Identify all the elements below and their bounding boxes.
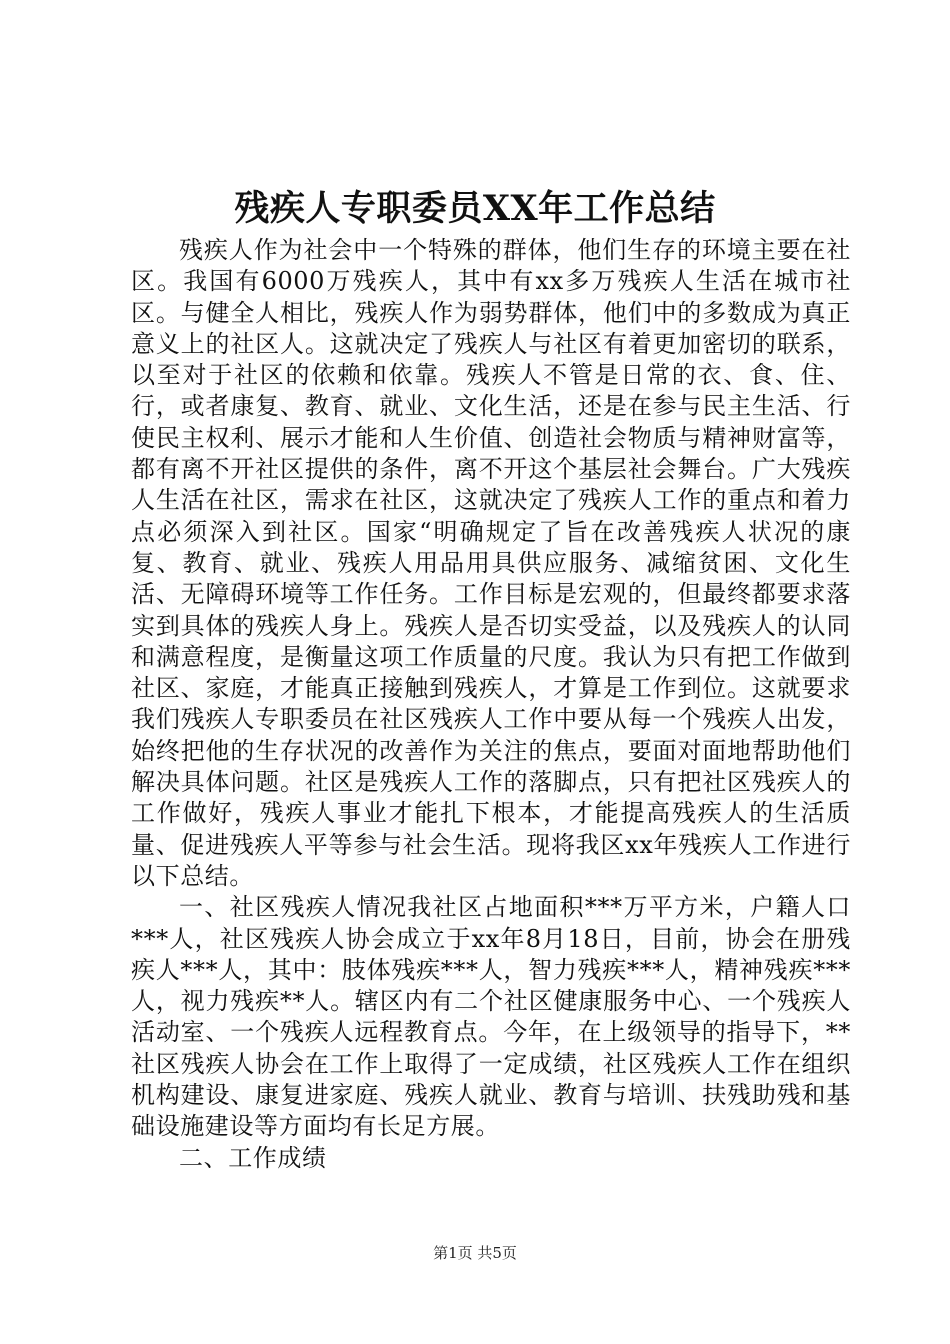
paragraph-section-one: 一、社区残疾人情况我社区占地面积***万平方米，户籍人口***人，社区残疾人协会成立于xx年8月18日，目前，协会在册残疾人***人，其中：肢体残疾***人，智力残疾***人，精神残疾***人，视力残疾**人。辖区内有二个社区健康服务中心、一个残疾人活动室、一个残疾人远程教育点。今年，在上级领导的指导下，**社区残疾人协会在工作上取得了一定成绩，社区残疾人工作在组织机构建设、康复进家庭、残疾人就业、教育与培训、扶残助残和基础设施建设等方面均有长足方展。 bbox=[131, 893, 851, 1141]
document-title: 残疾人专职委员XX年工作总结 bbox=[234, 188, 716, 229]
paragraph-intro: 残疾人作为社会中一个特殊的群体，他们生存的环境主要在社区。我国有6000万残疾人，其中有xx多万残疾人生活在城市社区。与健全人相比，残疾人作为弱势群体，他们中的多数成为真正意义上的社区人。这就决定了残疾人与社区有着更加密切的联系，以至对于社区的依赖和依靠。残疾人不管是日常的衣、食、住、行，或者康复、教育、就业、文化生活，还是在参与民主生活、行使民主权利、展示才能和人生价值、创造社会物质与精神财富等，都有离不开社区提供的条件，离不开这个基层社会舞台。广大残疾人生活在社区，需求在社区，这就决定了残疾人工作的重点和着力点必须深入到社区。国家“明确规定了旨在改善残疾人状况的康复、教育、就业、残疾人用品用具供应服务、减缩贫困、文化生活、无障碍环境等工作任务。工作目标是宏观的，但最终都要求落实到具体的残疾人身上。残疾人是否切实受益，以及残疾人的认同和满意程度，是衡量这项工作质量的尺度。我认为只有把工作做到社区、家庭，才能真正接触到残疾人，才算是工作到位。这就要求我们残疾人专职委员在社区残疾人工作中要从每一个残疾人出发，始终把他的生存状况的改善作为关注的焦点，要面对面地帮助他们解决具体问题。社区是残疾人工作的落脚点，只有把社区残疾人的工作做好，残疾人事业才能扎下根本，才能提高残疾人的生活质量、促进残疾人平等参与社会生活。现将我区xx年残疾人工作进行以下总结。 bbox=[131, 236, 851, 890]
document-body bbox=[131, 235, 851, 1174]
paragraph-section-two-heading: 二、工作成绩 bbox=[179, 1143, 327, 1172]
page-number-footer: 第1页 共5页 bbox=[433, 1244, 517, 1262]
